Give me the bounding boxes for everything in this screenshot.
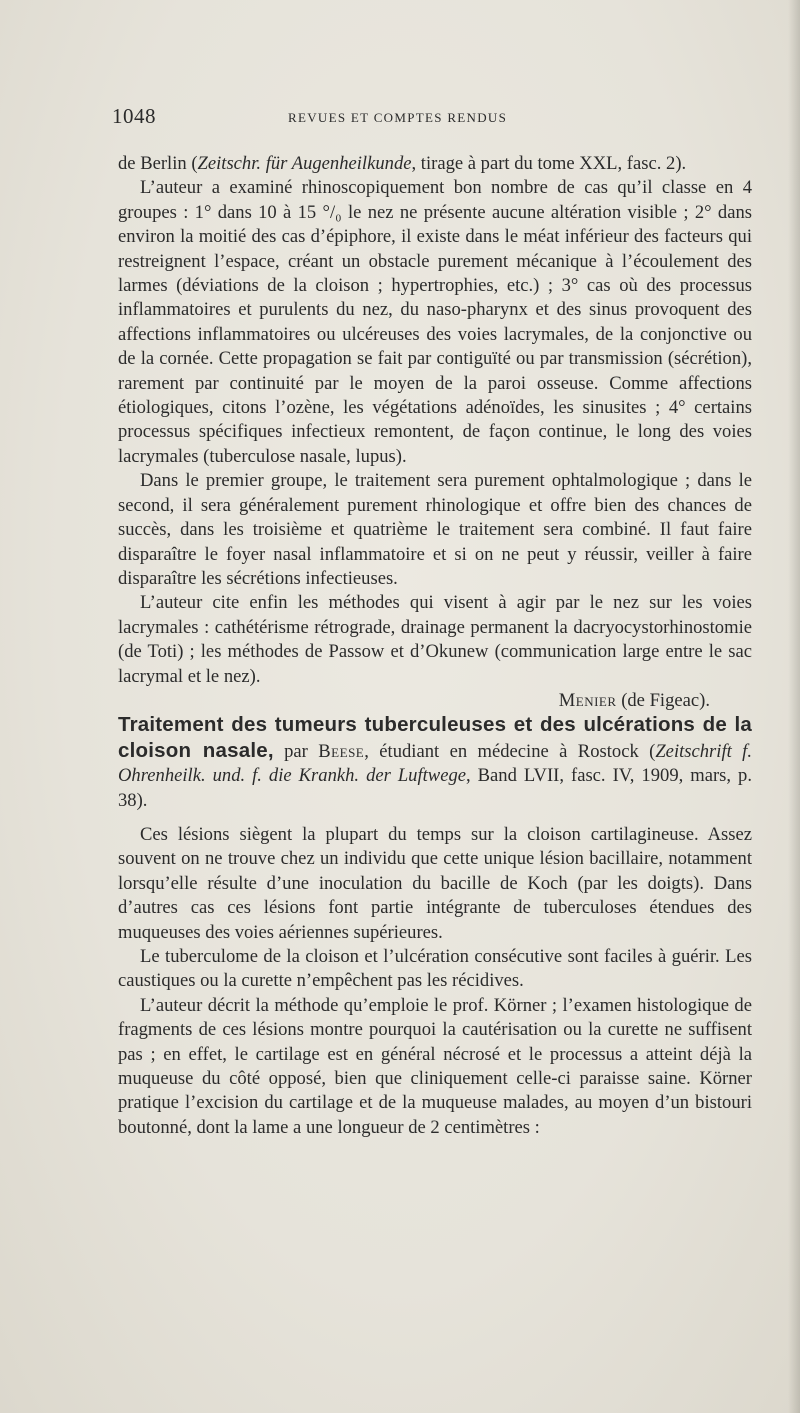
- paragraph: Le tuberculome de la cloison et l’ulcération consécutive sont faciles à guérir. Les caustiques ou la curette n’empêchent pas les récidives.: [118, 946, 752, 992]
- paragraph: L’auteur a examiné rhinoscopiquement bon nombre de cas qu’il classe en 4 groupes : 1° dans 10 à 15 °/₀ le nez ne présente aucune altération visible ; 2° dans environ la moitié des cas d’épiphore, il existe dans le méat inférieur des facteurs qui restreignent l’espace, créant un obstacle purement mécanique à l’écoulement des larmes (déviations de la cloison ; hypertrophies, etc.) ; 3° cas où des processus inflammatoires et purulents du nez, du naso-pharynx et des sinus provoquent des affections inflammatoires ou ulcéreuses des voies lacrymales, de la conjonctive ou de la cornée. Cette propagation se fait par contiguïté ou par transmission (sécrétion), rarement par continuité par le moyen de la paroi osseuse. Comme affections étiologiques, citons l’ozène, les végétations adénoïdes, les sinusites ; 4° certains processus spécifiques infectieux remontent, de façon continue, le long des voies lacrymales (tuberculose nasale, lupus).: [118, 177, 752, 467]
- page-header: [112, 104, 752, 130]
- paragraph: Dans le premier groupe, le traitement sera purement ophtalmologique ; dans le second, il sera généralement purement rhinologique et offre bien des chances de succès, dans les troisième et quatrième le traitement sera combiné. Il faut faire disparaître le foyer nasal inflammatoire et si on ne peut y réussir, veiller à faire disparaître les sécrétions infectieuses.: [118, 470, 752, 589]
- reference-continuation: de Berlin (Zeitschr. für Augenheilkunde, tirage à part du tome XXL, fasc. 2).: [118, 153, 687, 174]
- reviewer-signature: Menier (de Figeac).: [558, 689, 710, 711]
- paragraph: L’auteur cite enfin les méthodes qui visent à agir par le nez sur les voies lacrymales : cathétérisme rétrograde, drainage permanent la dacryocystorhinostomie (de Toti) ; les méthodes de Passow et d’Okunew (communication large entre le sac lacrymal et le nez).: [118, 592, 752, 687]
- paragraph: Ces lésions siègent la plupart du temps sur la cloison cartilagineuse. Assez souvent on ne trouve chez un individu que cette unique lésion bacillaire, notamment lorsqu’elle résulte d’une inoculation du bacille de Koch (par les doigts). Dans d’autres cas ces lésions font partie intégrante de tuberculoses étendues des muqueuses des voies aériennes supérieures.: [118, 823, 752, 943]
- paragraph: L’auteur décrit la méthode qu’emploie le prof. Körner ; l’examen histologique de fragments de ces lésions montre pourquoi la cautérisation ou la curette ne suffisent pas ; en effet, le cartilage est en général nécrosé et le processus a atteint déjà la muqueuse du côté opposé, bien que cliniquement celle-ci paraisse saine. Körner pratique l’excision du cartilage et de la muqueuse malades, au moyen d’un bistouri boutonné, dont la lame a une longueur de 2 centimètres :: [118, 994, 752, 1138]
- page-number: 1048: [112, 104, 156, 128]
- article-author: Beese: [318, 740, 365, 762]
- article-title: Traitement des tumeurs tuberculeuses et des ulcérations de la cloison nasale,: [118, 713, 752, 762]
- body-text: [118, 152, 752, 1140]
- running-head: REVUES ET COMPTES RENDUS: [288, 110, 508, 125]
- reviewer-name: Menier: [558, 689, 617, 711]
- article-heading: Traitement des tumeurs tuberculeuses et des ulcérations de la cloison nasale, par Beese, étudiant en médecine à Rostock (Zeitschrift f. Ohrenheilk. und. f. die Krankh. der Luftwege, Band LVII, fasc. IV, 1909, mars, p. 38).: [118, 713, 752, 811]
- spacer: [118, 813, 752, 823]
- journal-title: Zeitschr. für Augenheilkunde: [197, 153, 412, 174]
- page-edge-shadow: [788, 0, 800, 1413]
- journal-title: Zeitschrift f. Ohrenheilk. und. f. die Krankh. der Luftwege: [118, 740, 752, 787]
